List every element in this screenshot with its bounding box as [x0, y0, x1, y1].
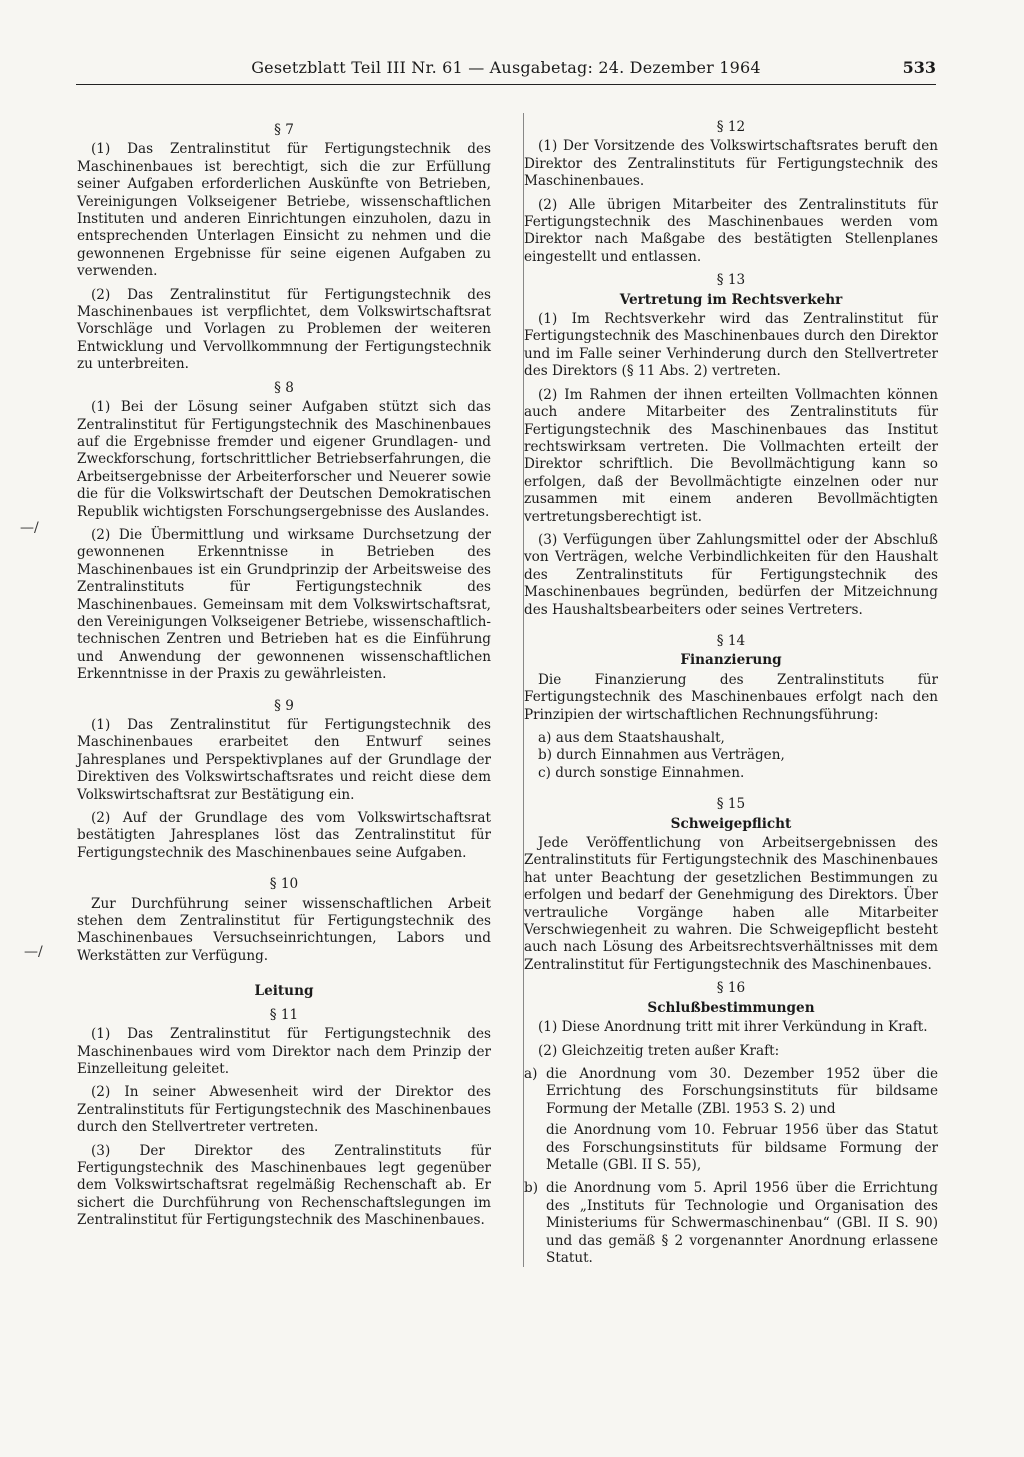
section-title: Vertretung im Rechtsverkehr [619, 291, 843, 308]
section-heading: § 10 [269, 876, 299, 893]
paragraph: (3) Der Direktor des Zentralinstituts für Fertigungstechnik des Maschinenbaues legt gegenüber dem Volkswirtschaftsrat regelmäßig Rechenschaft ab. Er sichert die Durchführung von Rechenschaftslegungen im Zentralinstitut für Fertigungstechnik des Maschinenbaues. [77, 1142, 491, 1229]
header-title: Gesetzblatt Teil III Nr. 61 — Ausgabetag: 24. Dezember 1964 [251, 58, 761, 77]
section-heading: § 16 [716, 980, 746, 997]
list [524, 730, 938, 782]
paragraph: (2) In seiner Abwesenheit wird der Direktor des Zentralinstituts für Fertigungstechnik des Maschinenbaues durch den Stellvertreter vertreten. [77, 1084, 491, 1136]
list-item: a) aus dem Staatshaushalt, [538, 730, 725, 746]
list-item [524, 1180, 938, 1267]
list-item [524, 1066, 938, 1118]
margin-check-mark: —/ [20, 520, 39, 536]
paragraph: (1) Diese Anordnung tritt mit ihrer Verkündung in Kraft. [538, 1019, 928, 1036]
section-heading: § 15 [716, 796, 746, 813]
paragraph: Zur Durchführung seiner wissenschaftlichen Arbeit stehen dem Zentralinstitut für Fertigungstechnik des Maschinenbaues Versuchseinrichtungen, Labors und Werkstätten zur Verfügung. [77, 895, 491, 964]
list-text: die Anordnung vom 5. April 1956 über die Errichtung des „Instituts für Technologie und Organisation des Ministeriums für Schwermaschinenbau“ (GBl. II S. 90) und das gemäß § 2 vorgenannter Anordnung erlassene Statut. [546, 1180, 938, 1266]
section-heading: § 13 [716, 272, 746, 289]
section-heading: § 9 [274, 697, 294, 714]
paragraph: (2) Das Zentralinstitut für Fertigungstechnik des Maschinenbaues ist verpflichtet, dem Volkswirtschaftsrat Vorschläge und Vorlagen zu Problemen der weiteren Entwicklung und Vervollkommnung der Fertigungstechnik zu unterbreiten. [77, 286, 491, 373]
right-column [523, 113, 938, 1267]
margin-check-mark: —/ [24, 944, 43, 960]
paragraph: (2) Auf der Grundlage des vom Volkswirtschaftsrat bestätigten Jahresplanes löst das Zentralinstitut für Fertigungstechnik des Maschinenbaues seine Aufgaben. [77, 810, 491, 861]
section-heading: § 11 [269, 1006, 299, 1023]
page-number: 533 [902, 58, 936, 77]
paragraph: (1) Der Vorsitzende des Volkswirtschaftsrates beruft den Direktor des Zentralinstituts für Fertigungstechnik des Maschinenbaues. [524, 138, 938, 190]
paragraph: (2) Die Übermittlung und wirksame Durchsetzung der gewonnenen Erkenntnisse in Betrieben des Maschinenbaues ist ein Grundprinzip der Arbeitsweise des Zentralinstituts für Fertigungstechnik des Maschinenbaues. Gemeinsam mit dem Volkswirtschaftsrat, den Vereinigungen Volkseigener Betriebe, wissenschaftlich-technischen Zentren und Betrieben hat es die Einführung und Anwendung der gewonnenen wissenschaftlichen Erkenntnisse in der Praxis zu gewährleisten. [77, 526, 491, 683]
paragraph: Jede Veröffentlichung von Arbeitsergebnissen des Zentralinstituts für Fertigungstechnik des Maschinenbaues hat unter Beachtung der gesetzlichen Bestimmungen zu erfolgen und bedarf der Genehmigung des Direktors. Über vertrauliche Vorgänge haben alle Mitarbeiter Verschwiegenheit zu wahren. Die Schweigepflicht besteht auch nach Lösung des Arbeitsrechtsverhältnisses mit dem Zentralinstitut für Fertigungstechnik des Maschinenbaues. [524, 835, 938, 973]
paragraph: (1) Das Zentralinstitut für Fertigungstechnik des Maschinenbaues wird vom Direktor nach dem Prinzip der Einzelleitung geleitet. [77, 1026, 491, 1077]
left-column [77, 116, 491, 1236]
list-label: b) [524, 1180, 539, 1197]
paragraph: (2) Im Rahmen der ihnen erteilten Vollmachten können auch andere Mitarbeiter des Zentralinstituts für Fertigungstechnik des Maschinenbaues das Institut rechtswirksam vertreten. Die Vollmachten erteilt der Direktor schriftlich. Die Bevollmächtigung kann so erfolgen, daß der Bevollmächtigte einzelnen oder nur zusammen mit einem anderen Bevollmächtigten vertretungsberechtigt ist. [524, 386, 938, 525]
paragraph: (1) Das Zentralinstitut für Fertigungstechnik des Maschinenbaues ist berechtigt, sich die zur Erfüllung seiner Aufgaben erforderlichen Auskünfte von Betrieben, Vereinigungen Volkseigener Betriebe, wissenschaftlichen Instituten und anderen Einrichtungen einzuholen, dazu in entsprechenden Unterlagen Einsicht zu nehmen und die gewonnenen Ergebnisse für seine eigenen Aufgaben zu verwenden. [77, 141, 491, 280]
list-text: die Anordnung vom 30. Dezember 1952 über die Errichtung des Forschungsinstituts für bildsame Formung der Metalle (ZBl. 1953 S. 2) und [546, 1065, 938, 1117]
section-title: Schlußbestimmungen [647, 999, 815, 1016]
section-heading: § 14 [716, 632, 746, 649]
paragraph: (1) Bei der Lösung seiner Aufgaben stützt sich das Zentralinstitut für Fertigungstechnik des Maschinenbaues auf die Ergebnisse fremder und eigener Grundlagen- und Zweckforschung, fortschrittlicher Betriebserfahrungen, die Arbeitsergebnisse der Arbeiterforscher und Neuerer sowie die für die Volkswirtschaft der Deutschen Demokratischen Republik wichtigsten Forschungsergebnisse des Auslandes. [77, 399, 491, 520]
paragraph: (3) Verfügungen über Zahlungsmittel oder der Abschluß von Verträgen, welche Verbindlichkeiten für den Haushalt des Zentralinstituts für Fertigungstechnik des Maschinenbaues begründen, bedürfen der Mitzeichnung des Haushaltsbearbeiters oder seines Vertreters. [524, 531, 938, 618]
section-heading: § 12 [716, 119, 746, 135]
paragraph: (1) Das Zentralinstitut für Fertigungstechnik des Maschinenbaues erarbeitet den Entwurf seines Jahresplanes und Perspektivplanes auf der Grundlage der Direktiven des Volkswirtschaftsrates und reicht diese dem Volkswirtschaftsrat zur Bestätigung ein. [77, 717, 491, 803]
list-label: a) [524, 1065, 538, 1082]
paragraph: (1) Im Rechtsverkehr wird das Zentralinstitut für Fertigungstechnik des Maschinenbaues durch den Direktor und im Falle seiner Verhinderung durch den Stellvertreter des Direktors (§ 11 Abs. 2) vertreten. [524, 311, 938, 380]
paragraph: (2) Alle übrigen Mitarbeiter des Zentralinstituts für Fertigungstechnik des Maschinenbaues werden vom Direktor nach Maßgabe des bestätigten Stellenplanes eingestellt und entlassen. [524, 196, 938, 265]
section-title: Finanzierung [680, 652, 782, 669]
list-item: c) durch sonstige Einnahmen. [538, 764, 745, 781]
list-item: b) durch Einnahmen aus Verträgen, [538, 747, 785, 764]
section-heading: § 8 [274, 379, 294, 396]
paragraph: (2) Gleichzeitig treten außer Kraft: [538, 1042, 780, 1059]
page-header [76, 58, 936, 85]
paragraph: Die Finanzierung des Zentralinstituts für Fertigungstechnik des Maschinenbaues erfolgt nach den Prinzipien der wirtschaftlichen Rechnungsführung: [524, 671, 938, 723]
paragraph: die Anordnung vom 10. Februar 1956 über das Statut des Forschungsinstituts für bildsame Formung der Metalle (GBl. II S. 55), [546, 1122, 938, 1173]
section-title: Leitung [254, 983, 314, 1000]
section-title: Schweigepflicht [670, 815, 792, 832]
section-heading: § 7 [274, 122, 294, 138]
